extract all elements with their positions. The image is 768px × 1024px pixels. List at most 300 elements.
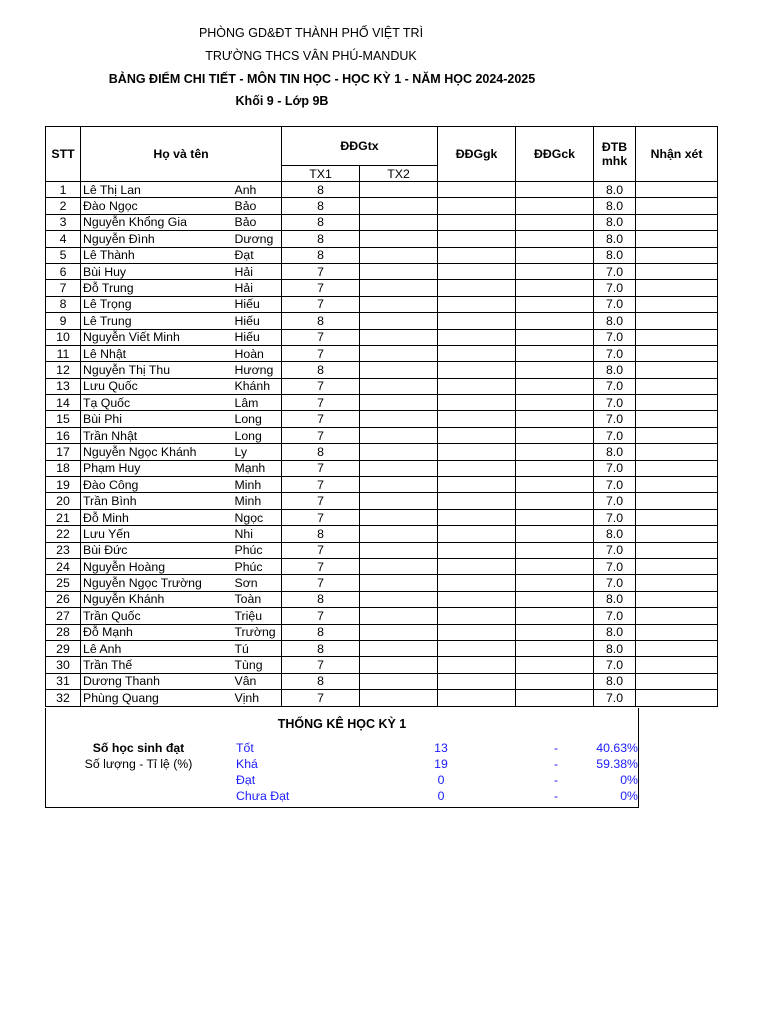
- cell-tx1: 8: [282, 362, 360, 378]
- stat-category: Tốt: [236, 741, 254, 755]
- cell-ddggk: [438, 198, 516, 214]
- cell-tx1: 8: [282, 624, 360, 640]
- cell-stt: 28: [46, 624, 81, 640]
- cell-ddgck: [516, 509, 594, 525]
- cell-name: Nguyễn Khánh: [81, 591, 234, 607]
- cell-given-name: Hiếu: [234, 296, 282, 312]
- table-row: [46, 591, 718, 607]
- table-row: [46, 640, 718, 656]
- table-row: [46, 296, 718, 312]
- table-row: [46, 444, 718, 460]
- cell-tx1: 8: [282, 444, 360, 460]
- table-row: [46, 427, 718, 443]
- table-row: [46, 657, 718, 673]
- cell-dtb: 7.0: [594, 296, 636, 312]
- stat-percent: 59.38%: [596, 757, 638, 771]
- cell-ddggk: [438, 493, 516, 509]
- cell-ddggk: [438, 214, 516, 230]
- cell-comment: [636, 395, 718, 411]
- cell-name: Trần Nhật: [81, 427, 234, 443]
- col-ddggk: ĐĐGgk: [438, 127, 516, 182]
- cell-tx2: [360, 345, 438, 361]
- cell-dtb: 7.0: [594, 690, 636, 706]
- cell-ddggk: [438, 280, 516, 296]
- cell-dtb: 7.0: [594, 493, 636, 509]
- cell-ddgck: [516, 460, 594, 476]
- stat-count: 0: [437, 789, 445, 803]
- table-row: [46, 690, 718, 706]
- cell-comment: [636, 558, 718, 574]
- cell-comment: [636, 657, 718, 673]
- cell-given-name: Long: [234, 427, 282, 443]
- cell-given-name: Bảo: [234, 198, 282, 214]
- cell-given-name: Hương: [234, 362, 282, 378]
- cell-name: Phùng Quang: [81, 690, 234, 706]
- table-row: [46, 329, 718, 345]
- cell-ddgck: [516, 608, 594, 624]
- col-name: Họ và tên: [81, 127, 282, 182]
- cell-given-name: Minh: [234, 493, 282, 509]
- cell-tx2: [360, 624, 438, 640]
- cell-stt: 27: [46, 608, 81, 624]
- cell-comment: [636, 690, 718, 706]
- cell-comment: [636, 673, 718, 689]
- cell-comment: [636, 362, 718, 378]
- cell-tx1: 7: [282, 542, 360, 558]
- cell-name: Nguyễn Viết Minh: [81, 329, 234, 345]
- table-row: [46, 575, 718, 591]
- cell-stt: 1: [46, 182, 81, 198]
- cell-ddgck: [516, 673, 594, 689]
- cell-name: Nguyễn Thị Thu: [81, 362, 234, 378]
- cell-dtb: 8.0: [594, 231, 636, 247]
- table-row: [46, 313, 718, 329]
- cell-stt: 20: [46, 493, 81, 509]
- col-ddgck: ĐĐGck: [516, 127, 594, 182]
- cell-name: Đỗ Mạnh: [81, 624, 234, 640]
- cell-tx2: [360, 460, 438, 476]
- cell-comment: [636, 608, 718, 624]
- cell-comment: [636, 542, 718, 558]
- cell-stt: 24: [46, 558, 81, 574]
- cell-stt: 18: [46, 460, 81, 476]
- cell-given-name: Minh: [234, 477, 282, 493]
- cell-ddgck: [516, 182, 594, 198]
- stat-label-count-ratio: Số lượng - Tỉ lệ (%): [84, 757, 193, 771]
- cell-dtb: 7.0: [594, 558, 636, 574]
- cell-comment: [636, 378, 718, 394]
- cell-tx1: 8: [282, 313, 360, 329]
- cell-name: Bùi Huy: [81, 263, 234, 279]
- cell-tx2: [360, 427, 438, 443]
- stat-dash: -: [553, 757, 559, 771]
- cell-stt: 14: [46, 395, 81, 411]
- cell-comment: [636, 526, 718, 542]
- cell-name: Phạm Huy: [81, 460, 234, 476]
- cell-tx1: 8: [282, 198, 360, 214]
- cell-comment: [636, 198, 718, 214]
- cell-name: Đỗ Trung: [81, 280, 234, 296]
- cell-given-name: Mạnh: [234, 460, 282, 476]
- cell-tx1: 7: [282, 690, 360, 706]
- cell-dtb: 7.0: [594, 411, 636, 427]
- cell-dtb: 7.0: [594, 345, 636, 361]
- report-title: BẢNG ĐIỂM CHI TIẾT - MÔN TIN HỌC - HỌC KỲ 1 - NĂM HỌC 2024-2025: [108, 72, 536, 86]
- cell-tx2: [360, 640, 438, 656]
- cell-tx2: [360, 657, 438, 673]
- cell-stt: 4: [46, 231, 81, 247]
- cell-ddgck: [516, 198, 594, 214]
- cell-name: Nguyễn Khổng Gia: [81, 214, 234, 230]
- cell-tx1: 7: [282, 657, 360, 673]
- cell-name: Dương Thanh: [81, 673, 234, 689]
- cell-tx2: [360, 214, 438, 230]
- cell-ddgck: [516, 575, 594, 591]
- cell-dtb: 7.0: [594, 608, 636, 624]
- cell-ddggk: [438, 329, 516, 345]
- table-row: [46, 280, 718, 296]
- cell-tx2: [360, 608, 438, 624]
- cell-stt: 13: [46, 378, 81, 394]
- cell-ddgck: [516, 591, 594, 607]
- cell-stt: 8: [46, 296, 81, 312]
- cell-ddgck: [516, 526, 594, 542]
- cell-ddggk: [438, 542, 516, 558]
- col-dtb: [594, 127, 636, 182]
- cell-stt: 29: [46, 640, 81, 656]
- cell-ddggk: [438, 608, 516, 624]
- cell-stt: 12: [46, 362, 81, 378]
- cell-stt: 19: [46, 477, 81, 493]
- cell-tx2: [360, 296, 438, 312]
- cell-ddgck: [516, 640, 594, 656]
- cell-ddgck: [516, 214, 594, 230]
- cell-comment: [636, 296, 718, 312]
- stat-label-achieved: Số học sinh đạt: [92, 741, 185, 755]
- cell-dtb: 7.0: [594, 477, 636, 493]
- cell-name: Đào Ngọc: [81, 198, 234, 214]
- cell-ddgck: [516, 558, 594, 574]
- cell-comment: [636, 247, 718, 263]
- cell-dtb: 7.0: [594, 395, 636, 411]
- statistics-title: THỐNG KÊ HỌC KỲ 1: [277, 717, 407, 731]
- cell-tx2: [360, 362, 438, 378]
- cell-ddgck: [516, 263, 594, 279]
- cell-ddggk: [438, 411, 516, 427]
- cell-ddgck: [516, 296, 594, 312]
- cell-given-name: Hiếu: [234, 329, 282, 345]
- cell-ddggk: [438, 526, 516, 542]
- stat-dash: -: [553, 741, 559, 755]
- cell-comment: [636, 575, 718, 591]
- cell-tx2: [360, 690, 438, 706]
- cell-name: Lê Nhật: [81, 345, 234, 361]
- cell-dtb: 8.0: [594, 247, 636, 263]
- cell-given-name: Vân: [234, 673, 282, 689]
- cell-stt: 6: [46, 263, 81, 279]
- cell-ddggk: [438, 395, 516, 411]
- cell-given-name: Dương: [234, 231, 282, 247]
- cell-dtb: 8.0: [594, 591, 636, 607]
- cell-given-name: Long: [234, 411, 282, 427]
- cell-name: Nguyễn Ngọc Khánh: [81, 444, 234, 460]
- cell-name: Lê Trung: [81, 313, 234, 329]
- cell-tx1: 7: [282, 329, 360, 345]
- table-row: [46, 477, 718, 493]
- table-row: [46, 493, 718, 509]
- stat-dash: -: [553, 789, 559, 803]
- cell-given-name: Phúc: [234, 542, 282, 558]
- stat-row: [46, 757, 638, 773]
- stat-percent: 0%: [620, 773, 638, 787]
- cell-ddggk: [438, 247, 516, 263]
- cell-dtb: 8.0: [594, 182, 636, 198]
- cell-dtb: 8.0: [594, 673, 636, 689]
- cell-tx2: [360, 558, 438, 574]
- cell-dtb: 7.0: [594, 657, 636, 673]
- cell-comment: [636, 427, 718, 443]
- cell-tx1: 8: [282, 231, 360, 247]
- cell-given-name: Vịnh: [234, 690, 282, 706]
- cell-stt: 21: [46, 509, 81, 525]
- cell-tx1: 7: [282, 460, 360, 476]
- cell-ddgck: [516, 395, 594, 411]
- cell-dtb: 8.0: [594, 526, 636, 542]
- cell-stt: 32: [46, 690, 81, 706]
- cell-given-name: Khánh: [234, 378, 282, 394]
- table-row: [46, 198, 718, 214]
- cell-tx1: 7: [282, 263, 360, 279]
- cell-tx2: [360, 198, 438, 214]
- cell-ddggk: [438, 378, 516, 394]
- table-row: [46, 231, 718, 247]
- table-row: [46, 378, 718, 394]
- cell-ddgck: [516, 345, 594, 361]
- col-comment: Nhận xét: [636, 127, 718, 182]
- table-row: [46, 509, 718, 525]
- cell-tx2: [360, 247, 438, 263]
- cell-ddggk: [438, 624, 516, 640]
- cell-comment: [636, 214, 718, 230]
- stat-row: [46, 789, 638, 805]
- cell-ddgck: [516, 427, 594, 443]
- cell-comment: [636, 411, 718, 427]
- cell-comment: [636, 509, 718, 525]
- table-row: [46, 182, 718, 198]
- cell-ddggk: [438, 427, 516, 443]
- cell-tx2: [360, 378, 438, 394]
- cell-dtb: 7.0: [594, 542, 636, 558]
- cell-dtb: 7.0: [594, 329, 636, 345]
- cell-ddggk: [438, 558, 516, 574]
- cell-stt: 15: [46, 411, 81, 427]
- cell-tx2: [360, 575, 438, 591]
- cell-tx2: [360, 313, 438, 329]
- cell-comment: [636, 345, 718, 361]
- cell-ddggk: [438, 657, 516, 673]
- cell-stt: 16: [46, 427, 81, 443]
- cell-tx1: 7: [282, 608, 360, 624]
- stat-dash: -: [553, 773, 559, 787]
- cell-tx2: [360, 542, 438, 558]
- cell-given-name: Triệu: [234, 608, 282, 624]
- stat-category: Đạt: [236, 773, 256, 787]
- cell-tx2: [360, 493, 438, 509]
- cell-stt: 7: [46, 280, 81, 296]
- cell-ddgck: [516, 444, 594, 460]
- grades-table: [45, 126, 718, 707]
- table-row: [46, 526, 718, 542]
- cell-ddggk: [438, 690, 516, 706]
- cell-ddgck: [516, 690, 594, 706]
- cell-given-name: Phúc: [234, 558, 282, 574]
- table-row: [46, 362, 718, 378]
- cell-given-name: Trường: [234, 624, 282, 640]
- stat-percent: 0%: [620, 789, 638, 803]
- stat-row: [46, 773, 638, 789]
- table-row: [46, 345, 718, 361]
- department-name: PHÒNG GD&ĐT THÀNH PHỐ VIỆT TRÌ: [198, 26, 424, 40]
- cell-stt: 22: [46, 526, 81, 542]
- cell-name: Trần Bình: [81, 493, 234, 509]
- cell-comment: [636, 640, 718, 656]
- cell-name: Nguyễn Hoàng: [81, 558, 234, 574]
- cell-name: Lê Anh: [81, 640, 234, 656]
- cell-ddggk: [438, 509, 516, 525]
- cell-stt: 23: [46, 542, 81, 558]
- cell-ddgck: [516, 624, 594, 640]
- cell-tx1: 8: [282, 214, 360, 230]
- cell-dtb: 8.0: [594, 444, 636, 460]
- cell-name: Lê Thị Lan: [81, 182, 234, 198]
- cell-ddgck: [516, 657, 594, 673]
- stat-percent: 40.63%: [596, 741, 638, 755]
- cell-ddgck: [516, 493, 594, 509]
- student-rows: [46, 182, 718, 707]
- cell-ddggk: [438, 362, 516, 378]
- cell-ddggk: [438, 673, 516, 689]
- cell-ddggk: [438, 182, 516, 198]
- cell-tx2: [360, 477, 438, 493]
- cell-given-name: Hiếu: [234, 313, 282, 329]
- cell-tx2: [360, 182, 438, 198]
- cell-ddgck: [516, 362, 594, 378]
- cell-comment: [636, 231, 718, 247]
- cell-comment: [636, 280, 718, 296]
- cell-tx1: 7: [282, 493, 360, 509]
- cell-name: Lưu Quốc: [81, 378, 234, 394]
- cell-tx2: [360, 591, 438, 607]
- cell-dtb: 7.0: [594, 460, 636, 476]
- cell-comment: [636, 263, 718, 279]
- cell-tx1: 7: [282, 378, 360, 394]
- cell-name: Tạ Quốc: [81, 395, 234, 411]
- cell-ddgck: [516, 477, 594, 493]
- cell-stt: 17: [46, 444, 81, 460]
- cell-given-name: Tùng: [234, 657, 282, 673]
- cell-ddgck: [516, 247, 594, 263]
- cell-dtb: 7.0: [594, 263, 636, 279]
- cell-ddggk: [438, 444, 516, 460]
- cell-dtb: 7.0: [594, 509, 636, 525]
- cell-given-name: Hoàn: [234, 345, 282, 361]
- cell-tx2: [360, 411, 438, 427]
- cell-name: Trần Quốc: [81, 608, 234, 624]
- cell-ddgck: [516, 411, 594, 427]
- cell-name: Lê Thành: [81, 247, 234, 263]
- cell-tx1: 7: [282, 427, 360, 443]
- cell-tx1: 7: [282, 411, 360, 427]
- cell-stt: 5: [46, 247, 81, 263]
- cell-tx2: [360, 673, 438, 689]
- cell-ddggk: [438, 296, 516, 312]
- cell-tx2: [360, 444, 438, 460]
- table-row: [46, 673, 718, 689]
- cell-stt: 9: [46, 313, 81, 329]
- cell-dtb: 8.0: [594, 214, 636, 230]
- col-tx1: TX1: [282, 166, 360, 182]
- cell-ddgck: [516, 280, 594, 296]
- cell-tx1: 8: [282, 591, 360, 607]
- col-ddgtx: ĐĐGtx: [282, 127, 438, 166]
- cell-comment: [636, 444, 718, 460]
- cell-tx1: 8: [282, 247, 360, 263]
- cell-ddggk: [438, 591, 516, 607]
- stat-row: [46, 741, 638, 757]
- stat-count: 13: [434, 741, 448, 755]
- cell-comment: [636, 460, 718, 476]
- col-tx2: TX2: [360, 166, 438, 182]
- cell-ddggk: [438, 460, 516, 476]
- cell-tx1: 7: [282, 575, 360, 591]
- cell-given-name: Anh: [234, 182, 282, 198]
- cell-dtb: 7.0: [594, 427, 636, 443]
- cell-ddgck: [516, 231, 594, 247]
- cell-name: Lê Trọng: [81, 296, 234, 312]
- cell-stt: 25: [46, 575, 81, 591]
- cell-given-name: Tú: [234, 640, 282, 656]
- cell-tx1: 7: [282, 395, 360, 411]
- cell-name: Bùi Phi: [81, 411, 234, 427]
- cell-comment: [636, 493, 718, 509]
- cell-name: Trần Thế: [81, 657, 234, 673]
- cell-given-name: Đạt: [234, 247, 282, 263]
- cell-comment: [636, 313, 718, 329]
- stat-count: 0: [437, 773, 445, 787]
- cell-tx1: 8: [282, 640, 360, 656]
- cell-given-name: Ly: [234, 444, 282, 460]
- cell-stt: 3: [46, 214, 81, 230]
- cell-dtb: 8.0: [594, 362, 636, 378]
- cell-tx2: [360, 263, 438, 279]
- cell-tx2: [360, 280, 438, 296]
- table-row: [46, 411, 718, 427]
- class-label: Khối 9 - Lớp 9B: [235, 94, 329, 108]
- cell-ddggk: [438, 345, 516, 361]
- cell-stt: 30: [46, 657, 81, 673]
- cell-ddggk: [438, 313, 516, 329]
- cell-given-name: Ngọc: [234, 509, 282, 525]
- table-row: [46, 214, 718, 230]
- cell-stt: 11: [46, 345, 81, 361]
- cell-dtb: 8.0: [594, 640, 636, 656]
- cell-tx1: 7: [282, 296, 360, 312]
- cell-tx1: 7: [282, 345, 360, 361]
- col-stt: STT: [46, 127, 81, 182]
- cell-comment: [636, 624, 718, 640]
- cell-tx2: [360, 526, 438, 542]
- cell-tx2: [360, 509, 438, 525]
